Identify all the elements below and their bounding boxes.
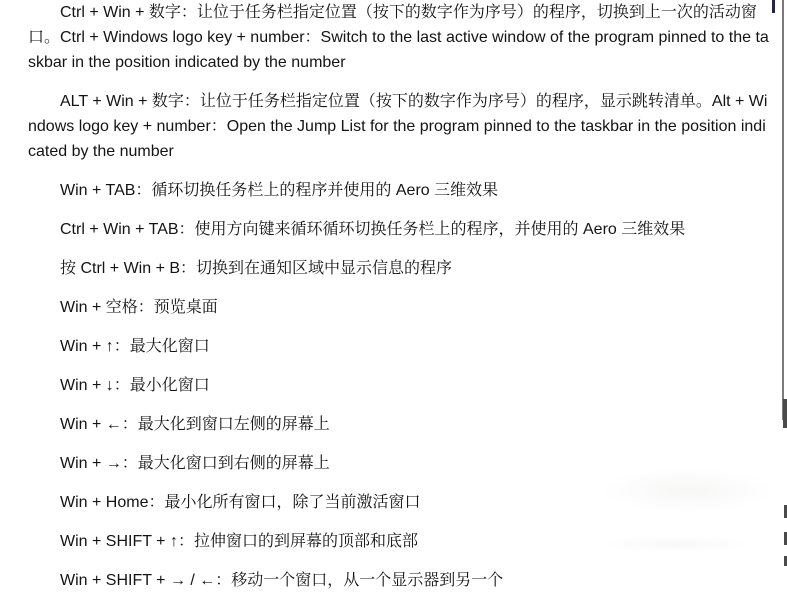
shortcut-paragraph: Win + ↓：最小化窗口 — [60, 377, 210, 394]
shortcut-paragraph: Win + 空格：预览桌面 — [60, 299, 218, 316]
text-caret — [772, 0, 775, 13]
shortcut-paragraph: Win + SHIFT + → / ←：移动一个窗口，从一个显示器到另一个 — [60, 572, 504, 589]
shortcut-paragraph: Win + SHIFT + ↑：拉伸窗口的到屏幕的顶部和底部 — [60, 533, 418, 550]
shortcut-paragraph: Win + ↑：最大化窗口 — [60, 338, 210, 355]
shortcut-paragraph: 按 Ctrl + Win + B：切换到在通知区域中显示信息的程序 — [60, 260, 453, 277]
shortcut-paragraph: ALT + Win + 数字：让位于任务栏指定位置（按下的数字作为序号）的程序，显示跳转清单。Alt + Windows logo key + number：Open the Jump List for the program pinned to the taskbar in the position indicated by the number — [28, 93, 768, 160]
shortcut-paragraph: Win + →：最大化窗口到右侧的屏幕上 — [60, 455, 330, 472]
shortcut-paragraph: Win + ←：最大化到窗口左侧的屏幕上 — [60, 416, 330, 433]
shortcut-paragraph: Ctrl + Win + TAB：使用方向键来循环循环切换任务栏上的程序，并使用的 Aero 三维效果 — [60, 221, 686, 238]
shortcut-list — [28, 0, 772, 607]
page-right-border — [782, 0, 784, 420]
shortcut-paragraph: Win + Home：最小化所有窗口，除了当前激活窗口 — [60, 494, 421, 511]
shortcut-paragraph: Ctrl + Win + 数字：让位于任务栏指定位置（按下的数字作为序号）的程序，切换到上一次的活动窗口。Ctrl + Windows logo key + number：Switch to the last active window of the program pinned to the taskbar in the position indicated by the number — [28, 4, 769, 71]
scrollbar-fragment[interactable] — [783, 399, 787, 428]
shortcut-paragraph: Win + TAB：循环切换任务栏上的程序并使用的 Aero 三维效果 — [60, 182, 499, 199]
